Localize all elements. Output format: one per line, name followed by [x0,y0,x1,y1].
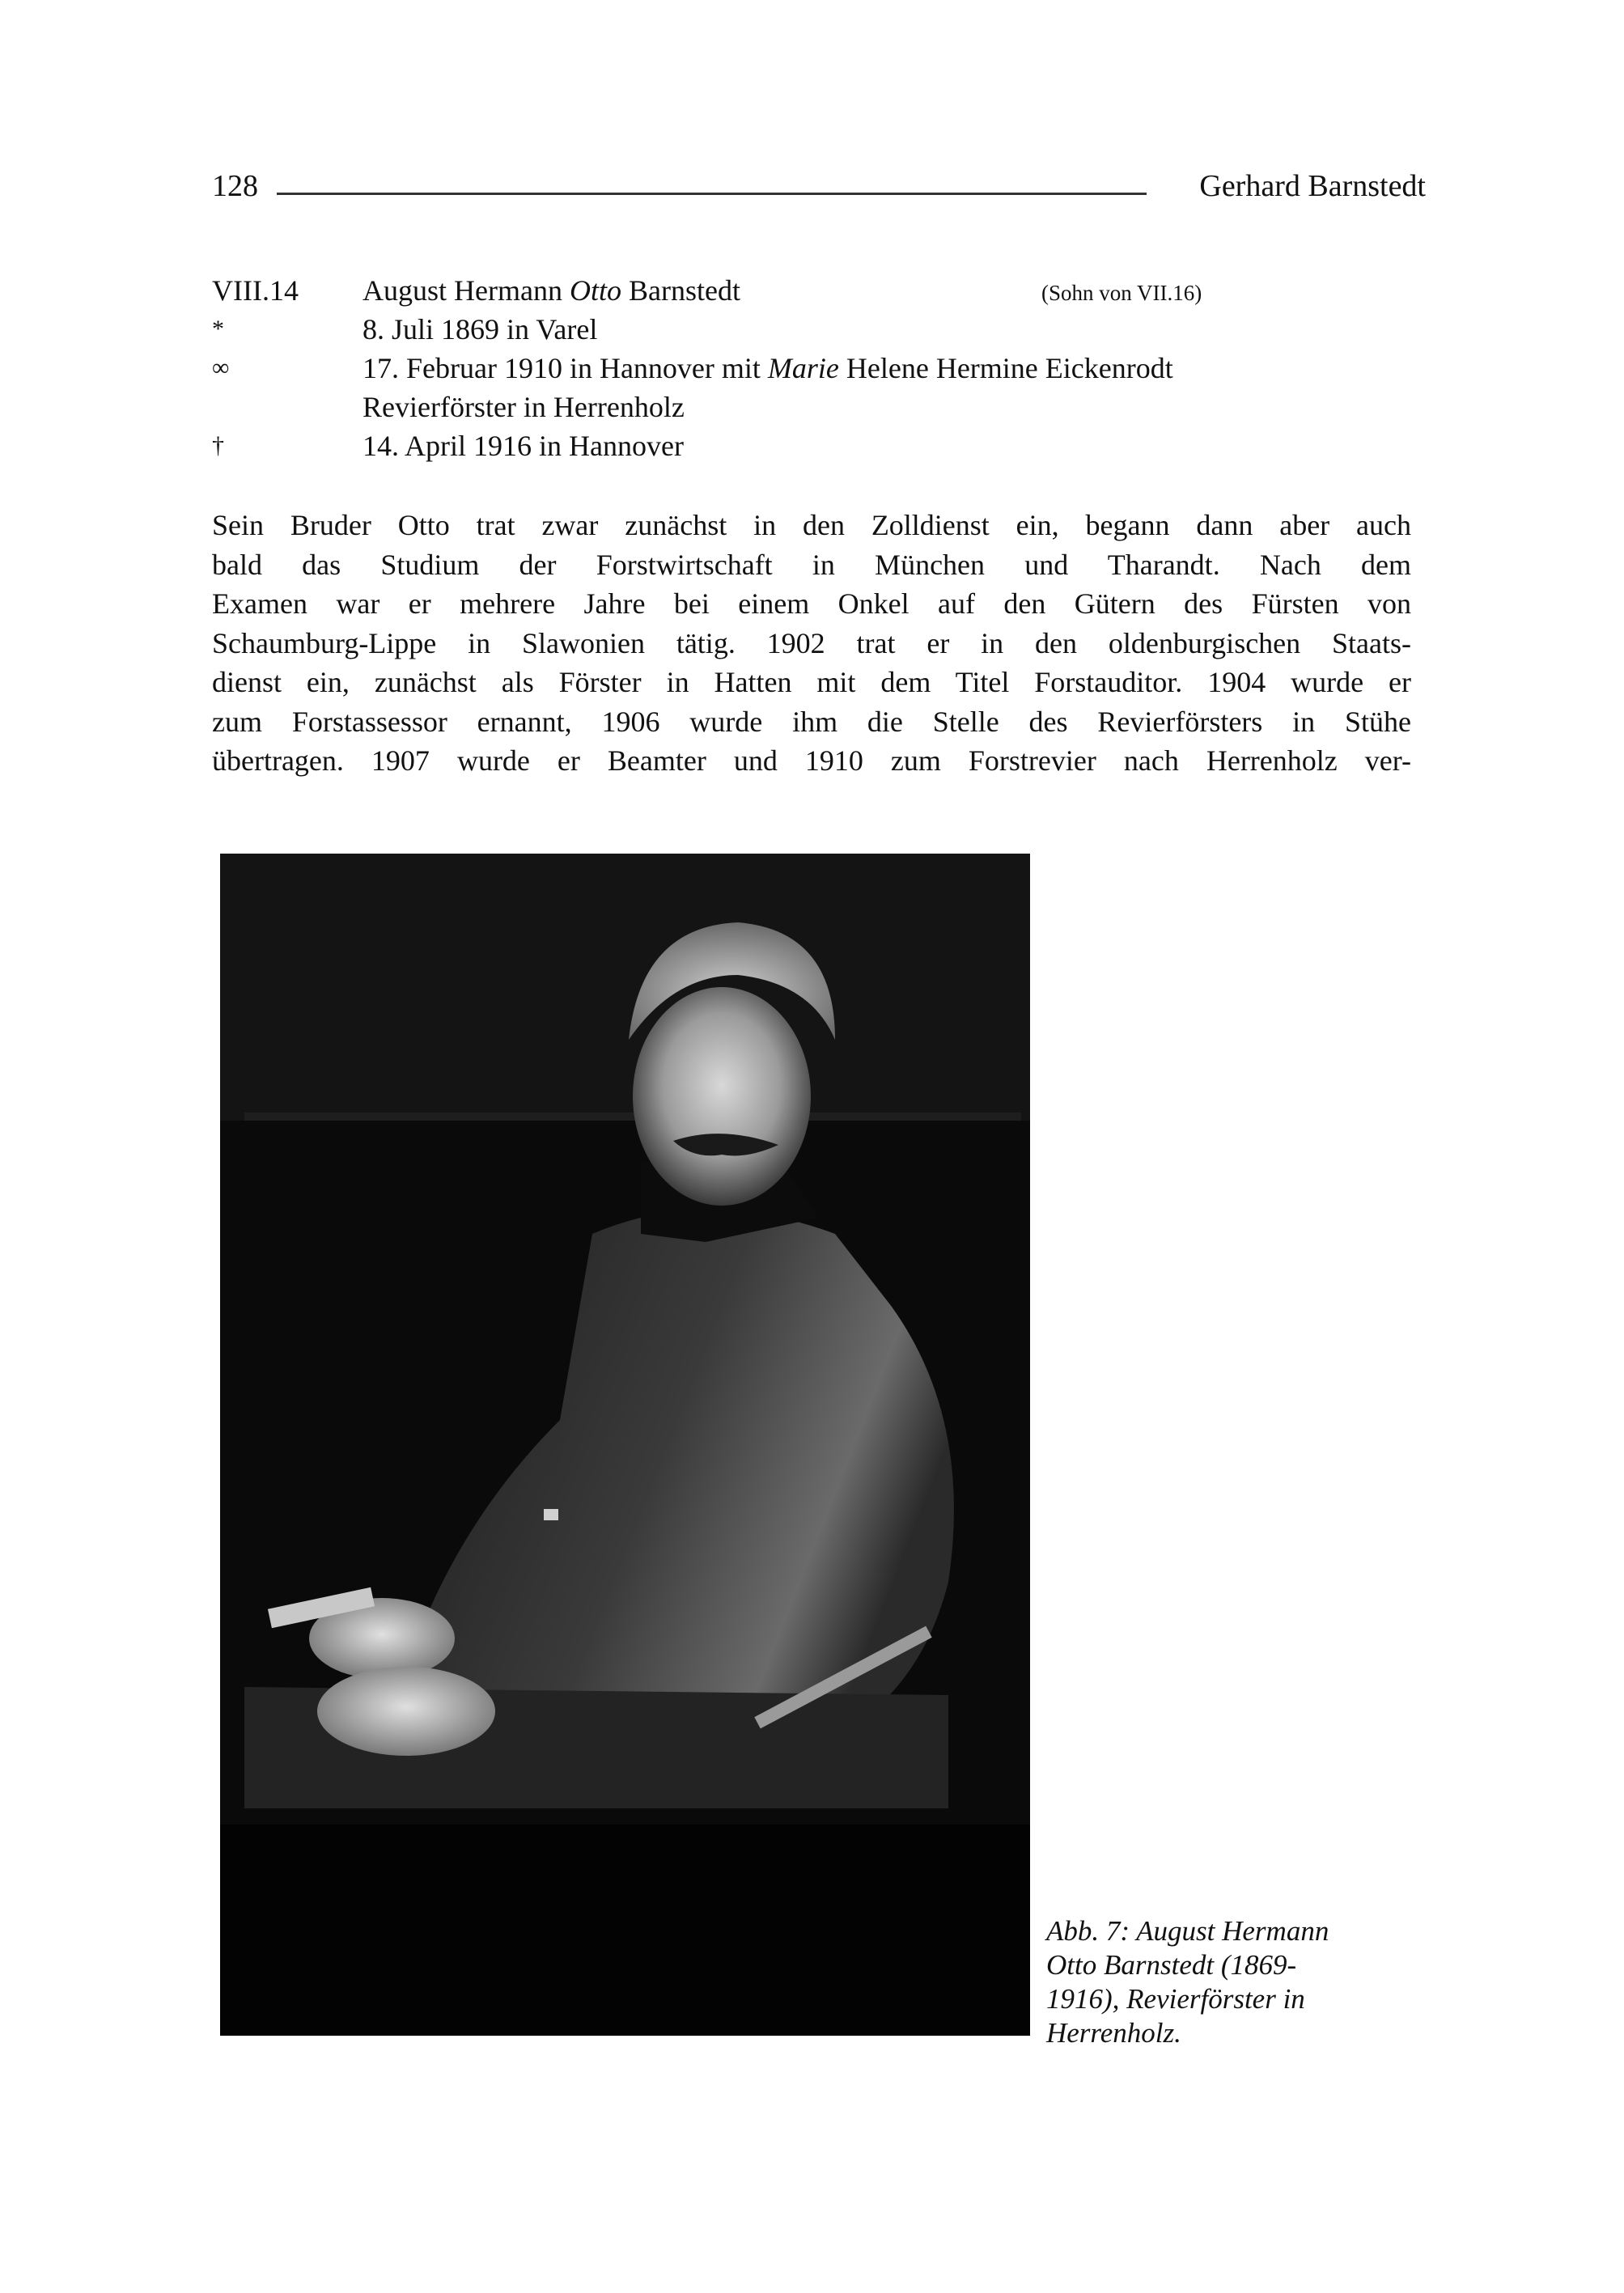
page-header [212,168,1426,217]
body-line: Examen war er mehrere Jahre bei einem Onkel auf den Gütern des Fürsten von [212,587,1411,620]
body-line: dienst ein, zunächst als Förster in Hatten mit dem Titel Forstauditor. 1904 wurde er [212,666,1411,698]
entry-id: VIII.14 [212,274,299,307]
body-line: Schaumburg-Lippe in Slawonien tätig. 1902 trat er in den oldenburgischen Staats- [212,626,1411,659]
caption-line: Herrenholz. [1046,2017,1181,2049]
person-name [363,271,740,310]
birth-info: 8. Juli 1869 in Varel [363,313,598,345]
portrait-image [220,854,1030,2036]
entry-birth-row [212,310,1426,349]
body-line: übertragen. 1907 wurde er Beamter und 1910 zum Forstrevier nach Herrenholz ver- [212,744,1411,777]
marriage-text: Helene Hermine Eickenrodt [838,352,1173,384]
call-name: Otto [569,274,621,307]
occupation: Revierförster in Herrenholz [363,391,685,423]
entry-occupation-row [212,388,1426,426]
parent-reference: (Sohn von VII.16) [1041,281,1202,305]
page-number: 128 [212,169,258,203]
body-line: zum Forstassessor ernannt, 1906 wurde ihm die Stelle des Revierförsters in Stühe [212,705,1411,738]
genealogy-entry [212,271,1426,465]
marriage-symbol-icon: ∞ [212,354,230,381]
portrait-photo [220,854,1030,2036]
entry-name-row [212,271,1426,310]
name-part: Barnstedt [621,274,740,307]
birth-symbol-icon: * [212,316,224,342]
entry-death-row [212,426,1426,465]
body-paragraph [212,506,1411,781]
name-part: August Hermann [363,274,570,307]
death-info: 14. April 1916 in Hannover [363,430,684,462]
marriage-info [363,349,1173,388]
entry-marriage-row [212,349,1426,388]
caption-line: 1916), Revierförster in [1046,1983,1305,2015]
death-symbol-icon: † [212,432,224,459]
caption-line: Otto Barnstedt (1869- [1046,1949,1297,1981]
body-line: Sein Bruder Otto trat zwar zunächst in den Zolldienst ein, begann dann aber auch [212,509,1411,541]
figure-caption [1046,1914,1418,2050]
header-rule [277,193,1147,195]
body-line: bald das Studium der Forstwirtschaft in München und Tharandt. Nach dem [212,548,1411,581]
caption-line: Abb. 7: August Hermann [1046,1915,1329,1947]
spouse-call-name: Marie [767,352,839,384]
marriage-text: 17. Februar 1910 in Hannover mit [363,352,768,384]
running-head: Gerhard Barnstedt [1199,169,1426,203]
